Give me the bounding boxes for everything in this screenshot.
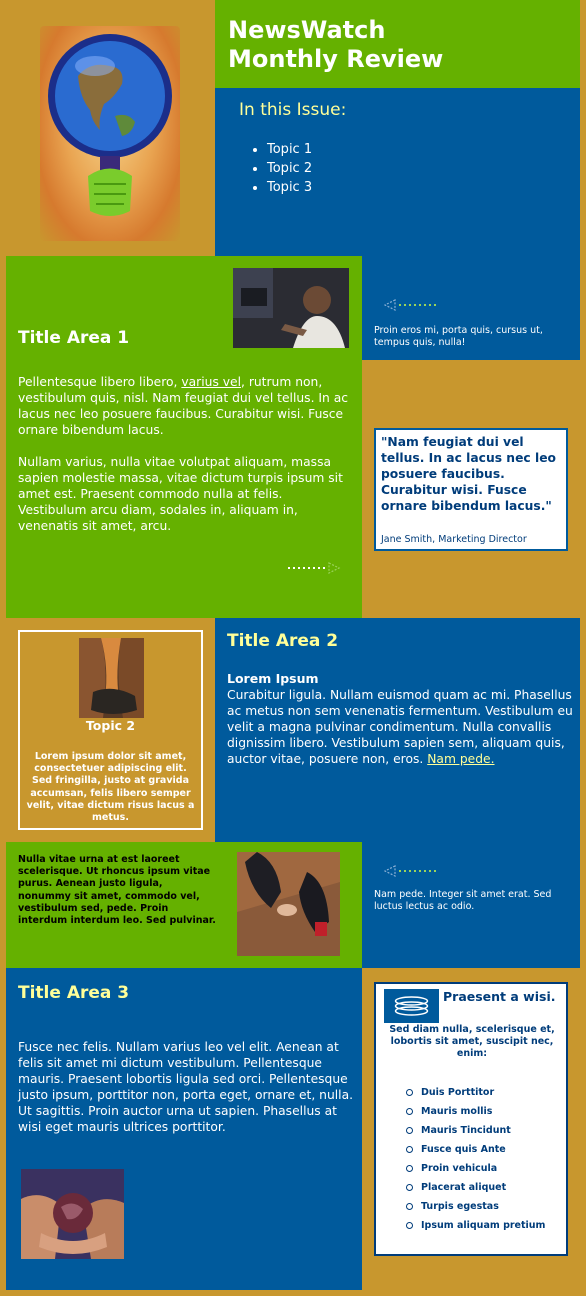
issue-heading: In this Issue: <box>239 100 347 120</box>
area1-para1-end: , rutrum non, vestibulum quis, nisl. Nam feugiat dui vel tellus. In ac lacus nec leo posuere faucibus. Curabitur wisi. Fusce ornare bibendum lacus. <box>18 375 349 437</box>
area2-body-text: Curabitur ligula. Nullam euismod quam ac mi. Phasellus ac metus non sem venenatis fermentum. Vestibulum eu velit a magna pulvinar condimentum. Nulla convallis dignissim libero. Vestibulum sapien sem, aliquam quis, auctor vitae, posuere non, eros. <box>227 688 573 766</box>
title-area-2-section <box>215 618 580 842</box>
title-area-3-body: Fusce nec felis. Nullam varius leo vel elit. Aenean at felis sit amet mi dictum vestibulum. Pellentesque mauris. Praesent lobortis ligula sed orci. Pellentesque justo ipsum, porttitor non, porta eget, ornare et, nulla. Ut sagittis. Proin auctor urna ut sapien. Phasellus at wisi eget mauris ultrices porttitor. <box>18 1040 354 1134</box>
topics-list <box>267 140 312 197</box>
pull-quote-text: "Nam feugiat dui vel tellus. In ac lacus nec leo posuere faucibus. Curabitur wisi. Fusce ornare bibendum lacus." <box>381 435 556 513</box>
topic-link-2[interactable]: • Topic 2 <box>267 159 312 178</box>
promo-link-7[interactable]: Turpis egestas <box>406 1197 566 1216</box>
middle-feature-text: Nulla vitae urna at est laoreet scelerisque. Ut rhoncus ipsum vitae purus. Aenean justo ligula, nonummy sit amet, commodo vel, vestibulum sed, pede. Proin interdum interdum leo. Sed pulvinar. <box>18 854 216 927</box>
title-area-1-section <box>6 256 362 618</box>
newsletter-title <box>228 16 443 74</box>
hands-globe-photo <box>21 1169 124 1259</box>
promo-link-2[interactable]: Mauris mollis <box>406 1102 566 1121</box>
sidebar-teaser-2-text: Nam pede. Integer sit amet erat. Sed luctus lectus ac odio. <box>374 889 552 912</box>
canyon-photo <box>79 638 144 718</box>
area1-inline-link[interactable]: varius vel <box>181 375 242 389</box>
promo-link-6[interactable]: Placerat aliquet <box>406 1178 566 1197</box>
promo-box <box>374 982 568 1256</box>
promo-link-5[interactable]: Proin vehicula <box>406 1159 566 1178</box>
title-area-2-subheading: Lorem Ipsum <box>227 671 319 686</box>
title-area-1-body <box>18 374 354 550</box>
dotted-left-arrow-icon <box>384 299 438 311</box>
topic-link-3[interactable]: • Topic 3 <box>267 178 312 197</box>
issue-contents-box <box>215 88 580 256</box>
sidebar-teaser-2 <box>362 842 580 968</box>
rings-logo-icon <box>384 989 439 1023</box>
sidebar-teaser-1-text: Proin eros mi, porta quis, cursus ut, tempus quis, nulla! <box>374 325 543 348</box>
dotted-left-arrow-icon <box>384 865 438 877</box>
title-area-3-section <box>6 968 362 1290</box>
handshake-photo <box>237 852 340 956</box>
newsletter-title-line1: NewsWatch <box>228 16 386 44</box>
area1-para2: Nullam varius, nulla vitae volutpat aliquam, massa sapien molestie massa, vitae dictum turpis ipsum sit amet est. Praesent commodo nulla at felis. Vestibulum arcu diam, sodales in, aliquam in, venenatis sit amet, arcu. <box>18 455 343 533</box>
businessman-photo <box>233 268 349 348</box>
promo-title: Praesent a wisi. <box>443 989 556 1004</box>
middle-feature-section <box>6 842 362 968</box>
promo-link-8[interactable]: Ipsum aliquam pretium <box>406 1216 566 1235</box>
title-area-2-heading: Title Area 2 <box>227 631 339 651</box>
next-arrow-button[interactable] <box>288 562 342 574</box>
newsletter-title-line2: Monthly Review <box>228 45 444 73</box>
topic-2-body: Lorem ipsum dolor sit amet, consectetuer adipiscing elit. Sed fringilla, justo at gravida accumsan, felis libero semper velit, vitae dictum risus lacus a metus. <box>26 751 195 824</box>
title-area-3-heading: Title Area 3 <box>18 983 130 1003</box>
area1-para1-start: Pellentesque libero libero, <box>18 375 182 389</box>
hero-globe-image <box>40 26 180 241</box>
promo-link-4[interactable]: Fusce quis Ante <box>406 1140 566 1159</box>
prev-arrow-button[interactable] <box>384 299 438 311</box>
promo-links-list <box>406 1083 566 1235</box>
promo-link-3[interactable]: Mauris Tincidunt <box>406 1121 566 1140</box>
title-area-2-body <box>227 687 575 767</box>
topic-link-1[interactable]: • Topic 1 <box>267 140 312 159</box>
sidebar-teaser-1 <box>362 256 580 360</box>
promo-link-1[interactable]: Duis Porttitor <box>406 1083 566 1102</box>
pull-quote-author: Jane Smith, Marketing Director <box>381 534 527 545</box>
area2-inline-link[interactable]: Nam pede. <box>427 752 495 766</box>
dotted-right-arrow-icon <box>288 562 342 574</box>
topic-2-heading: Topic 2 <box>85 718 136 733</box>
pull-quote-box <box>374 428 568 551</box>
promo-intro: Sed diam nulla, scelerisque et, lobortis sit amet, suscipit nec, enim: <box>389 1024 555 1060</box>
topic-2-box <box>18 630 203 830</box>
prev-arrow-button-2[interactable] <box>384 865 438 877</box>
title-area-1-heading: Title Area 1 <box>18 328 130 348</box>
newsletter-title-box <box>215 0 580 88</box>
